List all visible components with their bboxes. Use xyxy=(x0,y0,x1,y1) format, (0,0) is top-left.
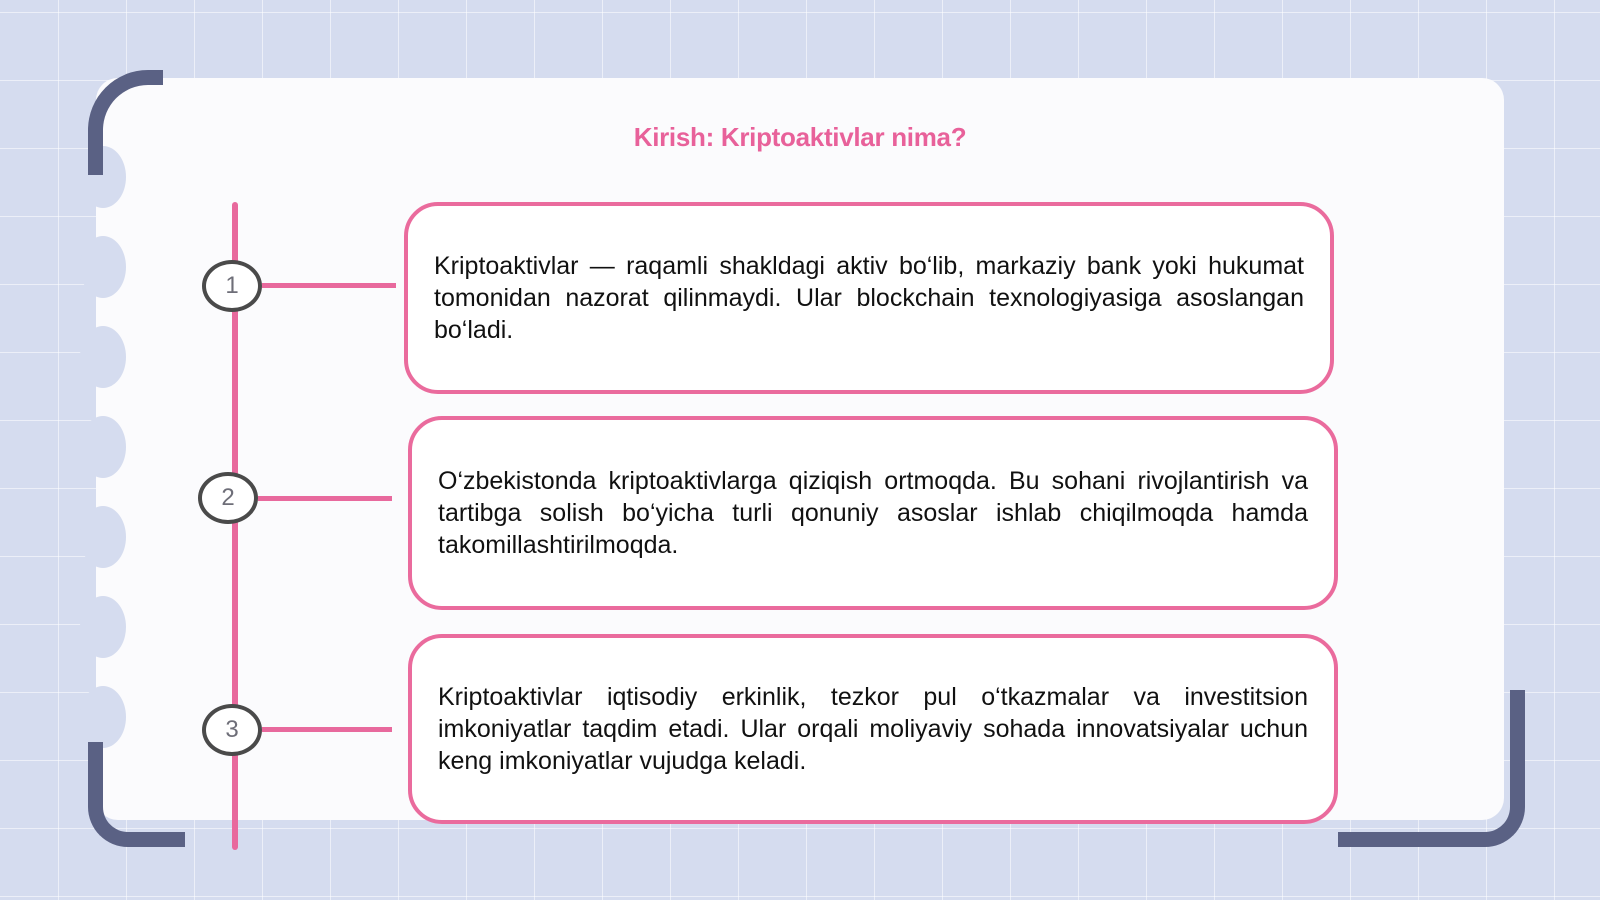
sheet-notch xyxy=(80,596,126,658)
step-marker-3: 3 xyxy=(202,704,262,756)
timeline-card-text: Kriptoaktivlar — raqamli shakldagi aktiv bo‘lib, markaziy bank yoki hukumat tomonidan nazorat qilinmaydi. Ular blockchain texnologiyasiga asoslangan bo‘ladi. xyxy=(434,252,1304,344)
timeline-card-1 xyxy=(404,202,1334,394)
step-marker-1: 1 xyxy=(202,260,262,312)
timeline-card-2 xyxy=(408,416,1338,610)
step-connector-3 xyxy=(262,727,392,732)
frame-corner-bottom-right xyxy=(1338,690,1525,847)
sheet-notch xyxy=(80,686,126,748)
slide-title: Kirish: Kriptoaktivlar nima? xyxy=(633,122,967,152)
step-connector-1 xyxy=(262,283,396,288)
sheet-notch xyxy=(80,416,126,478)
timeline-card-text: O‘zbekistonda kriptoaktivlarga qiziqish ortmoqda. Bu sohani rivojlantirish va tartibga solish bo‘yicha turli qonuniy asoslar ishlab chiqilmoqda hamda takomillashtirilmoqda. xyxy=(438,467,1308,559)
sheet-notch xyxy=(80,506,126,568)
step-connector-2 xyxy=(258,496,392,501)
sheet-notch xyxy=(80,326,126,388)
timeline-card-3 xyxy=(408,634,1338,824)
timeline-card-text: Kriptoaktivlar iqtisodiy erkinlik, tezkor pul o‘tkazmalar va investitsion imkoniyatlar taqdim etadi. Ular orqali moliyaviy sohada innovatsiyalar uchun keng imkoniyatlar vujudga keladi. xyxy=(438,683,1308,775)
sheet-notch xyxy=(80,236,126,298)
frame-corner-bottom-left xyxy=(88,742,185,847)
step-marker-2: 2 xyxy=(198,472,258,524)
